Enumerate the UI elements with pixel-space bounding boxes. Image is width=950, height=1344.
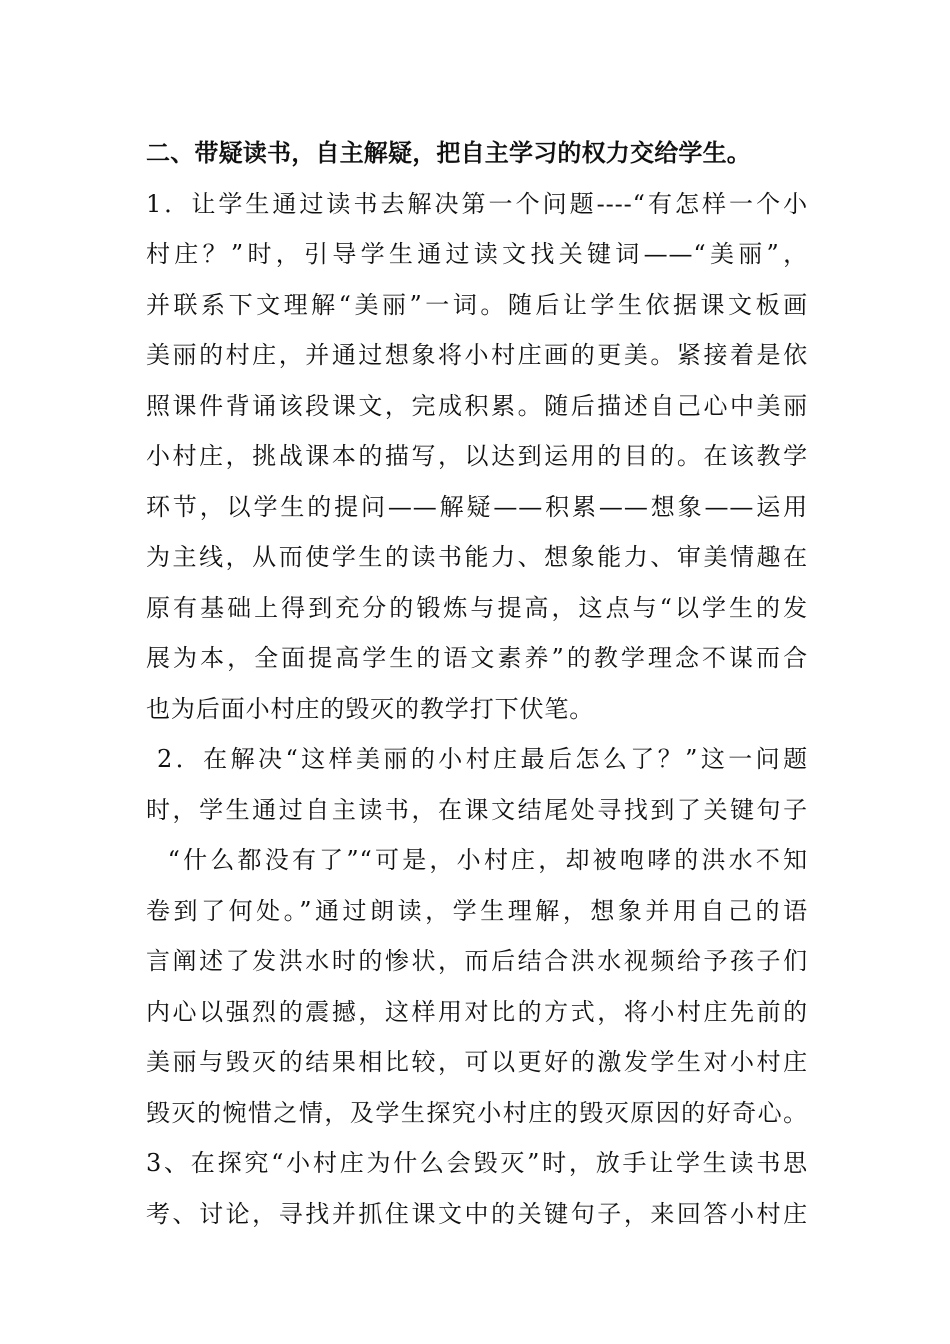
text-line: 3、在探究“小村庄为什么会毁灭”时，放手让学生读书思 [146, 1149, 808, 1177]
text-line: 卷到了何处。”通过朗读，学生理解，想象并用自己的语 [146, 896, 808, 925]
text-line: “什么都没有了”“可是，小村庄，却被咆哮的洪水不知 [146, 846, 808, 874]
text-line: 1．让学生通过读书去解决第一个问题----“有怎样一个小 [146, 189, 808, 218]
text-line: 言阐述了发洪水时的惨状，而后结合洪水视频给予孩子们 [146, 947, 808, 975]
text-line: 美丽的村庄，并通过想象将小村庄画的更美。紧接着是依 [146, 341, 808, 369]
text-line: 照课件背诵该段课文，完成积累。随后描述自己心中美丽 [146, 391, 808, 420]
text-line: 并联系下文理解“美丽”一词。随后让学生依据课文板画 [146, 290, 808, 319]
text-line: 展为本，全面提高学生的语文素养”的教学理念不谋而合 [146, 644, 808, 672]
text-line: 毁灭的惋惜之情，及学生探究小村庄的毁灭原因的好奇心。 [146, 1098, 808, 1127]
text-line: 原有基础上得到充分的锻炼与提高，这点与“以学生的发 [146, 593, 808, 622]
text-line: 2．在解决“这样美丽的小村庄最后怎么了？”这一问题 [146, 745, 808, 773]
text-line: 环节，以学生的提问——解疑——积累——想象——运用 [146, 492, 808, 521]
text-line: 也为后面小村庄的毁灭的教学打下伏笔。 [146, 694, 595, 723]
text-line: 考、讨论，寻找并抓住课文中的关键句子，来回答小村庄 [146, 1199, 808, 1228]
text-line: 美丽与毁灭的结果相比较，可以更好的激发学生对小村庄 [146, 1048, 808, 1076]
text-line: 时，学生通过自主读书，在课文结尾处寻找到了关键句子 [146, 795, 808, 824]
text-line: 为主线，从而使学生的读书能力、想象能力、审美情趣在 [146, 543, 808, 571]
text-line: 小村庄，挑战课本的描写，以达到运用的目的。在该教学 [146, 442, 808, 470]
text-line: 内心以强烈的震撼，这样用对比的方式，将小村庄先前的 [146, 997, 808, 1026]
section-heading: 二、带疑读书，自主解疑，把自主学习的权力交给学生。 [146, 139, 751, 167]
document-body [146, 128, 808, 1239]
text-line: 村庄？”时，引导学生通过读文找关键词——“美丽”， [146, 240, 808, 268]
